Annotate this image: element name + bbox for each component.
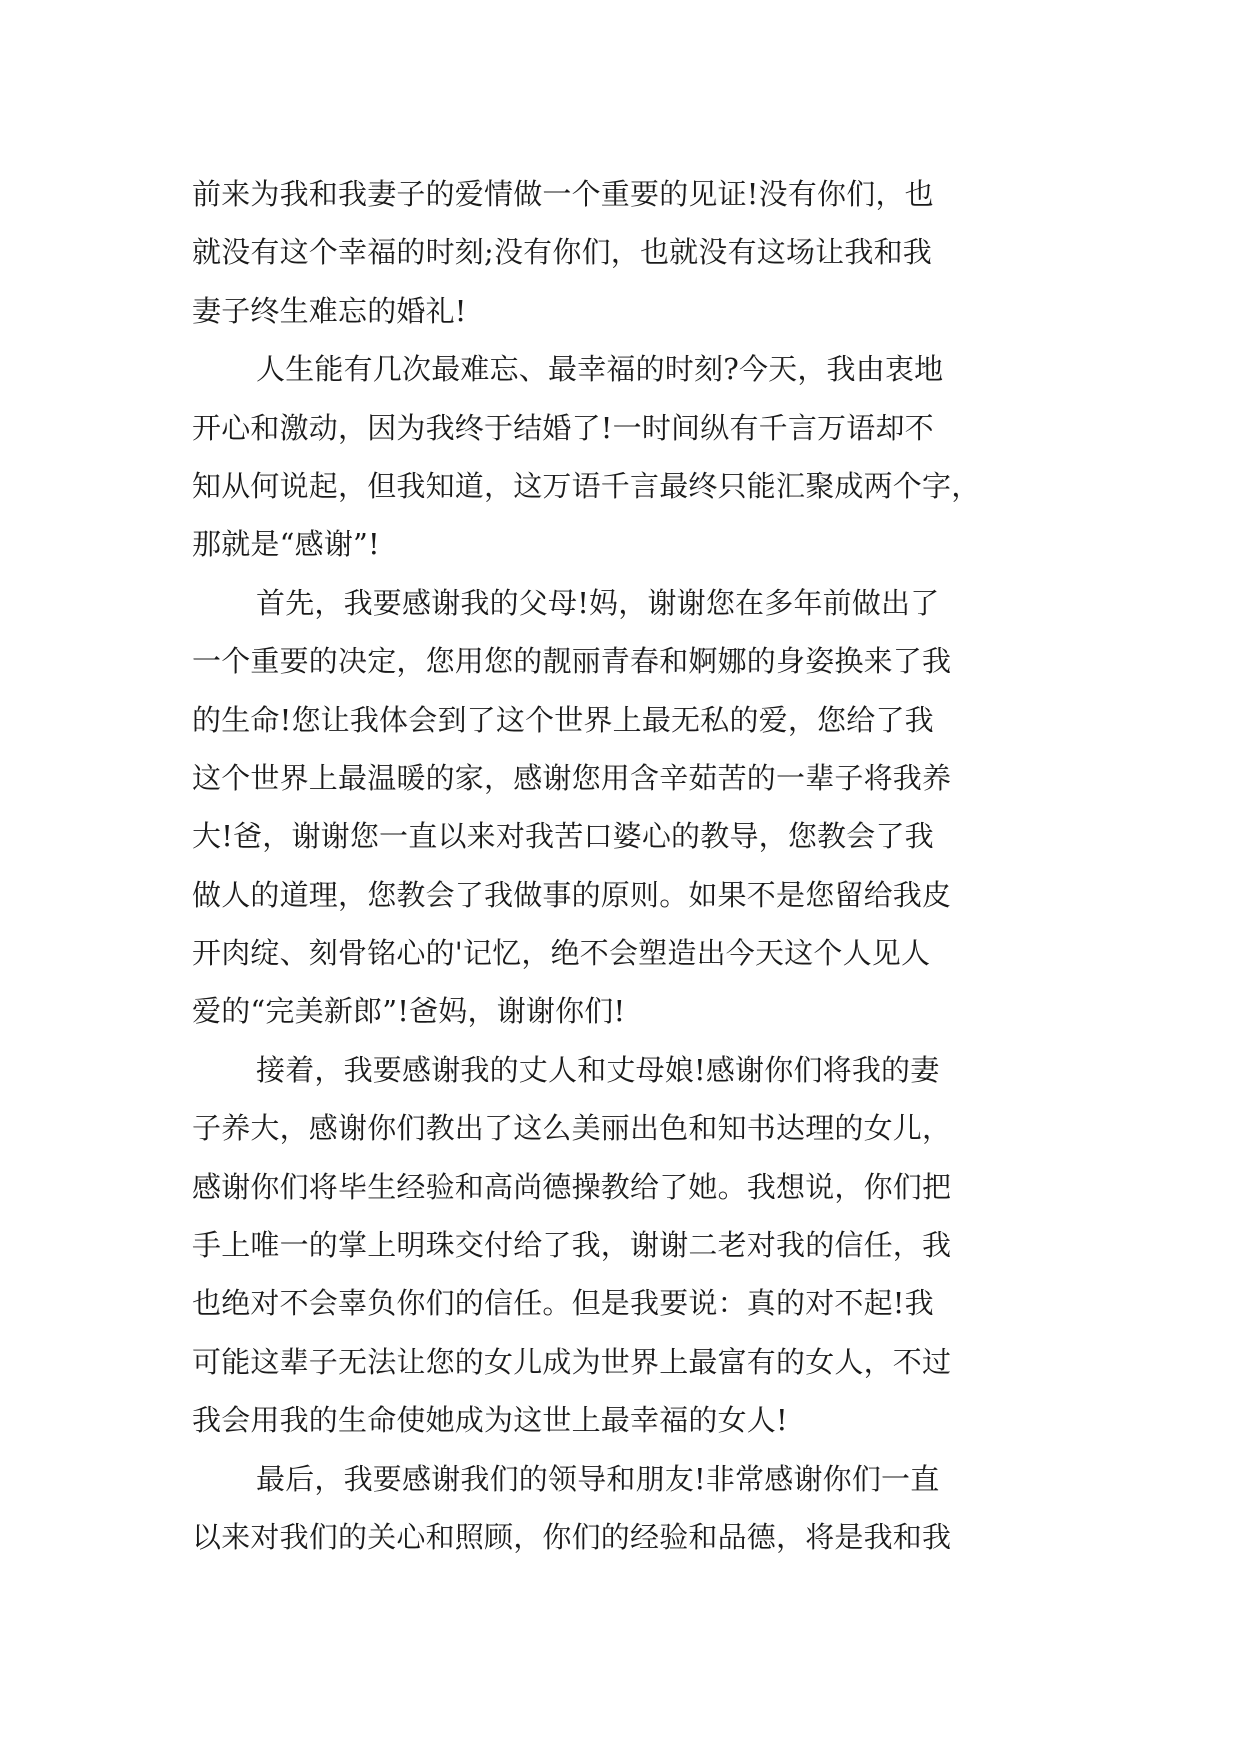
text-line: 开肉绽、刻骨铭心的'记忆，绝不会塑造出今天这个人见人 <box>192 936 931 971</box>
text-line: 以来对我们的关心和照顾，你们的经验和品德，将是我和我 <box>192 1519 952 1554</box>
text-line: 爱的“完美新郎”!爸妈，谢谢你们! <box>192 994 626 1029</box>
text-line: 的生命!您让我体会到了这个世界上最无私的爱，您给了我 <box>192 702 934 737</box>
paragraph <box>192 1041 1072 1450</box>
text-line: 可能这辈子无法让您的女儿成为世界上最富有的女人，不过 <box>192 1344 952 1379</box>
text-line: 接着，我要感谢我的丈人和丈母娘!感谢你们将我的妻 <box>256 1052 940 1087</box>
text-line: 这个世界上最温暖的家，感谢您用含辛茹苦的一辈子将我养 <box>192 760 952 795</box>
document-page <box>192 165 1072 1566</box>
paragraph <box>192 340 1072 574</box>
text-line: 也绝对不会辜负你们的信任。但是我要说：真的对不起!我 <box>192 1286 934 1321</box>
text-line: 感谢你们将毕生经验和高尚德操教给了她。我想说，你们把 <box>192 1169 952 1204</box>
text-line: 开心和激动，因为我终于结婚了!一时间纵有千言万语却不 <box>192 410 934 445</box>
text-line: 大!爸，谢谢您一直以来对我苦口婆心的教导，您教会了我 <box>192 819 934 854</box>
text-line: 妻子终生难忘的婚礼! <box>192 293 467 328</box>
text-line: 人生能有几次最难忘、最幸福的时刻?今天，我由衷地 <box>256 352 944 387</box>
paragraph <box>192 165 1072 340</box>
text-line: 就没有这个幸福的时刻;没有你们，也就没有这场让我和我 <box>192 235 932 270</box>
paragraph <box>192 574 1072 1041</box>
text-line: 知从何说起，但我知道，这万语千言最终只能汇聚成两个字， <box>192 468 981 503</box>
text-line: 那就是“感谢”! <box>192 527 380 562</box>
text-line: 前来为我和我妻子的爱情做一个重要的见证!没有你们，也 <box>192 177 934 211</box>
text-line: 我会用我的生命使她成为这世上最幸福的女人! <box>192 1403 788 1438</box>
text-line: 手上唯一的掌上明珠交付给了我，谢谢二老对我的信任，我 <box>192 1228 952 1263</box>
text-line: 最后，我要感谢我们的领导和朋友!非常感谢你们一直 <box>256 1461 940 1496</box>
paragraph <box>192 1450 1072 1567</box>
text-line: 子养大，感谢你们教出了这么美丽出色和知书达理的女儿， <box>192 1111 952 1146</box>
text-line: 做人的道理，您教会了我做事的原则。如果不是您留给我皮 <box>192 877 952 912</box>
text-line: 首先，我要感谢我的父母!妈，谢谢您在多年前做出了 <box>256 585 940 620</box>
text-line: 一个重要的决定，您用您的靓丽青春和婀娜的身姿换来了我 <box>192 644 952 679</box>
